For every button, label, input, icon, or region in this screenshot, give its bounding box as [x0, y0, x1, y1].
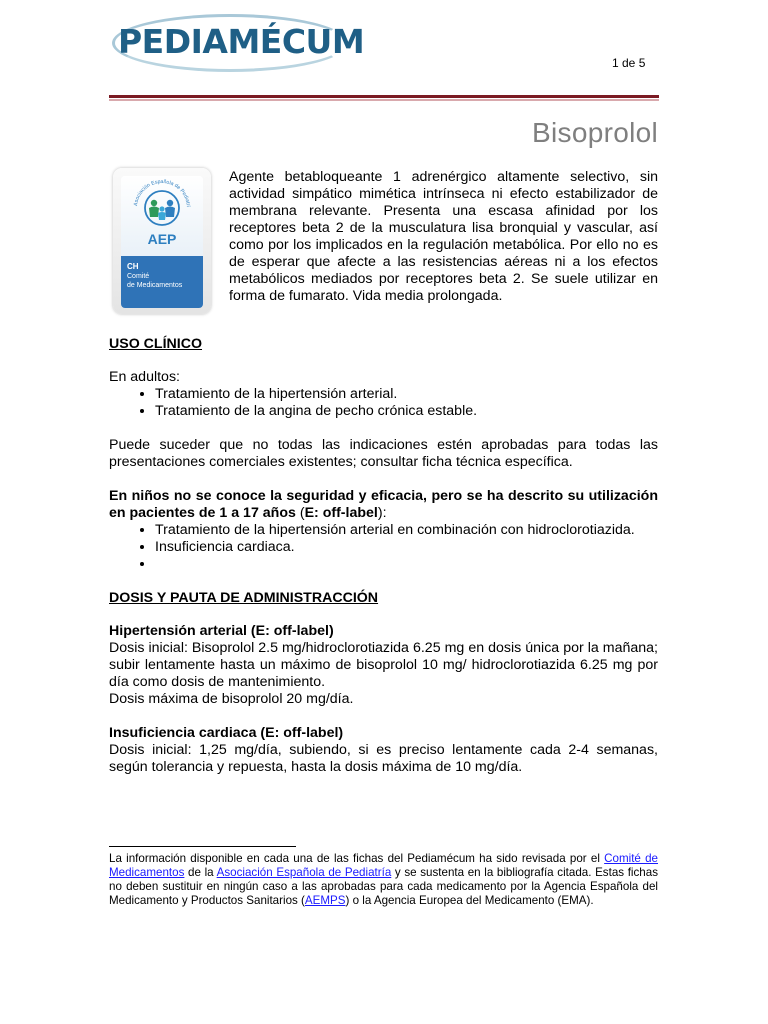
header-rule-light: [109, 99, 659, 101]
list-item-empty: [155, 556, 658, 573]
children-list: [109, 522, 658, 573]
aep-link[interactable]: Asociación Española de Pediatría: [216, 866, 392, 879]
comite-medicamentos-link[interactable]: Comité de Medicamentos: [109, 852, 658, 879]
hta-subheading: Hipertensión arterial (E: off-label): [109, 623, 334, 639]
dosis-heading: DOSIS Y PAUTA DE ADMINISTRACCIÓN: [109, 590, 379, 606]
aep-letters: AEP: [147, 231, 177, 247]
hta-max-dose: Dosis máxima de bisoprolol 20 mg/día.: [109, 691, 354, 707]
page-number: 1 de 5: [612, 56, 646, 70]
adults-list: [109, 386, 658, 420]
aep-children-icon: [121, 176, 203, 236]
aep-badge: [113, 168, 211, 314]
children-paren-open: (: [295, 505, 305, 521]
footnote-text: y se sustenta en la bibliografía citada. Estas fichas no deben sustituir en ningún caso a las aprobadas para cada medicamento por la Agencia Española del Medicamento y Productos Sanitarios (: [109, 866, 658, 907]
aep-committee-line1: Comité: [127, 273, 150, 280]
aep-arc-text: Asociación Española de Pediatrí: [133, 179, 191, 208]
ic-subheading: Insuficiencia cardiaca (E: off-label): [109, 725, 344, 741]
children-paren-close: ):: [377, 505, 387, 521]
uso-clinico-heading: USO CLÍNICO: [109, 336, 203, 352]
hta-dose-text: Dosis inicial: Bisoprolol 2.5 mg/hidroclorotiazida 6.25 mg en dosis única por la mañana; subir lentamente hasta un máximo de bisoprolol 10 mg/ hidroclorotiazida 6.25 mg por día como dosis de mantenimiento.: [109, 640, 658, 690]
logo-text: PEDIAMÉCUM: [118, 22, 365, 61]
aep-badge-inner: [121, 176, 203, 308]
footnote-text: La información disponible en cada una de las fichas del Pediamécum ha sido revisada por el: [109, 852, 605, 865]
list-item: • Tratamiento de la hipertensión arterial en combinación con hidroclorotiazida.: [155, 522, 658, 539]
footnote-rule: [109, 846, 296, 847]
aep-badge-bottom: [121, 256, 203, 308]
header-rule: [109, 95, 659, 98]
children-paragraph: [109, 488, 658, 522]
ic-dose-text: Dosis inicial: 1,25 mg/día, subiendo, si es preciso lentamente cada 2-4 semanas, según tolerancia y repuesta, hasta la dosis máxima de 10 mg/día.: [109, 742, 658, 775]
adults-label: En adultos:: [109, 369, 180, 385]
indications-note: Puede suceder que no todas las indicaciones estén aprobadas para todas las presentaciones comerciales existentes; consultar ficha técnica específica.: [109, 437, 658, 470]
footnote-text: de la: [184, 866, 217, 879]
intro-paragraph: Agente betabloqueante 1 adrenérgico altamente selectivo, sin actividad simpático mimética intrínseca ni efecto estabilizador de membrana relevante. Presenta una escasa afinidad por los receptores beta 2 de la musculatura lisa bronquial y vascular, así como por los implicados en la regulación metabólica. Por ello no es de esperar que afecte a las resistencias aéreas ni a los efectos metabólicos mediados por receptores beta 2. Se suele utilizar en forma de fumarato. Vida media prolongada.: [229, 169, 658, 304]
footnote: [109, 852, 658, 908]
main-content: [109, 336, 658, 776]
aep-badge-top: [121, 176, 203, 256]
list-item: • Tratamiento de la hipertensión arterial.: [155, 386, 658, 403]
children-offlabel: E: off-label: [304, 505, 378, 521]
page-title: Bisoprolol: [532, 117, 658, 148]
footnote-text: ) o la Agencia Europea del Medicamento (EMA).: [345, 894, 594, 907]
list-item: • Tratamiento de la angina de pecho crónica estable.: [155, 403, 658, 420]
pediamecum-logo: [112, 10, 365, 74]
aemps-link[interactable]: AEMPS: [304, 894, 346, 907]
children-bold-text: En niños no se conoce la seguridad y eficacia, pero se ha descrito su utilización en pacientes de 1 a 17 años: [109, 488, 658, 521]
list-item: • Insuficiencia cardiaca.: [155, 539, 658, 556]
aep-committee-line2: de Medicamentos: [127, 282, 183, 289]
aep-ch-label: CH: [127, 262, 139, 271]
